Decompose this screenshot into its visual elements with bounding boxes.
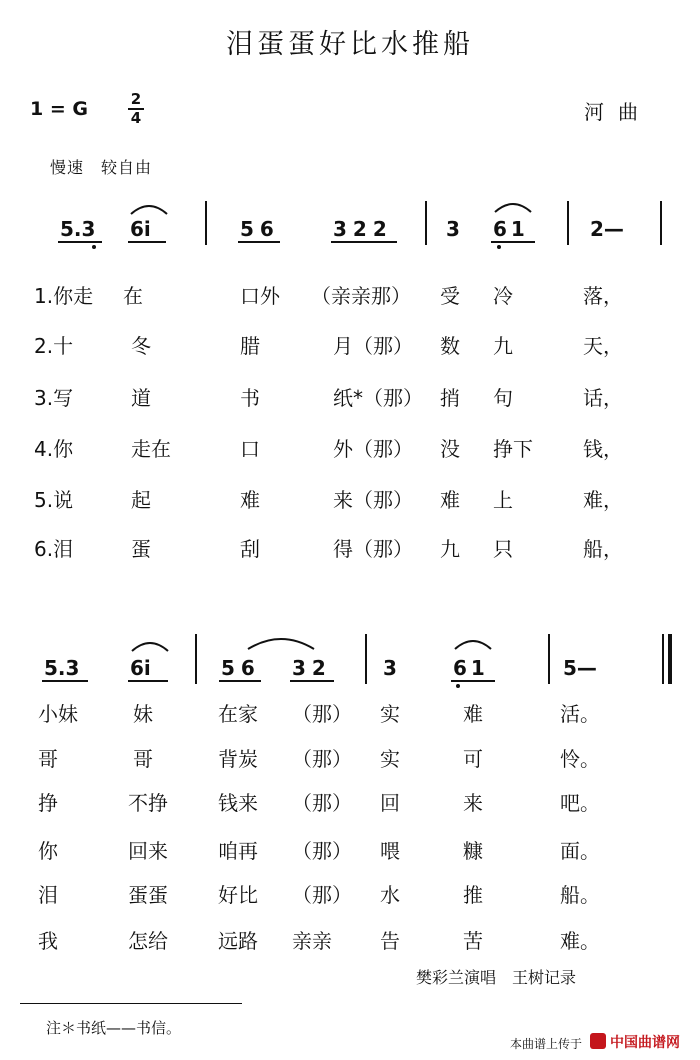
note-group: 32 xyxy=(292,656,332,680)
lyric: 不挣 xyxy=(128,791,168,815)
song-origin: 河曲 xyxy=(584,100,652,124)
lyric: 喂 xyxy=(380,839,400,863)
note-group: 322 xyxy=(333,217,393,241)
slur xyxy=(129,637,171,653)
footnote: 注＊书纸——书信。 xyxy=(46,1019,182,1037)
lyric: 难 xyxy=(440,488,460,512)
lyric: （那） xyxy=(292,883,352,907)
lyric: （那） xyxy=(292,839,352,863)
lyric: 刮 xyxy=(240,537,260,561)
lyric: 口外 xyxy=(240,284,280,308)
lyric: 外（那） xyxy=(333,437,413,461)
lyric: 月（那） xyxy=(333,334,413,358)
lyric: 告 xyxy=(380,929,400,953)
lyric: 回 xyxy=(380,791,400,815)
bar-line xyxy=(567,201,569,245)
lyric: 来（那） xyxy=(333,488,413,512)
lyric: 上 xyxy=(493,488,513,512)
logo-text: 中国曲谱网 xyxy=(610,1035,680,1051)
octave-dot xyxy=(92,245,96,249)
lyric: （那） xyxy=(292,791,352,815)
lyric: 推 xyxy=(463,883,483,907)
lyric: 妹 xyxy=(133,702,153,726)
lyric: 3.写 xyxy=(34,386,74,410)
lyric: 在 xyxy=(123,284,143,308)
lyric: 可 xyxy=(463,747,483,771)
octave-dot xyxy=(456,684,460,688)
lyric: 背炭 xyxy=(218,747,258,771)
lyric: 蛋 xyxy=(131,537,151,561)
lyric: 挣下 xyxy=(493,437,533,461)
lyric: 起 xyxy=(131,488,151,512)
lyric: 在家 xyxy=(218,702,258,726)
note-group: 2— xyxy=(590,217,624,241)
bar-line xyxy=(425,201,427,245)
bar-line xyxy=(205,201,207,245)
lyric: 天， xyxy=(583,334,623,358)
lyric: 小妹 xyxy=(38,702,78,726)
lyric: 船， xyxy=(583,537,623,561)
lyric: 实 xyxy=(380,747,400,771)
lyric: （那） xyxy=(292,747,352,771)
lyric: 5.说 xyxy=(34,488,74,512)
bar-line xyxy=(195,634,197,684)
lyric: 蛋蛋 xyxy=(128,883,168,907)
underline xyxy=(128,241,166,243)
lyric: 活。 xyxy=(560,702,600,726)
lyric: （那） xyxy=(292,702,352,726)
lyric: 哥 xyxy=(38,747,58,771)
lyric: 亲亲 xyxy=(292,929,332,953)
lyric: 九 xyxy=(493,334,513,358)
lyric: 1.你走 xyxy=(34,284,94,308)
lyric: 句 xyxy=(493,386,513,410)
note-group: 61 xyxy=(453,656,489,680)
underline xyxy=(491,241,535,243)
note-group: 6i xyxy=(130,656,151,680)
lyric: 2.十 xyxy=(34,334,74,358)
note-group: 61 xyxy=(493,217,529,241)
bar-line xyxy=(365,634,367,684)
lyric: 实 xyxy=(380,702,400,726)
lyric: 你 xyxy=(38,839,58,863)
underline xyxy=(331,241,397,243)
bar-line xyxy=(660,201,662,245)
slur xyxy=(492,198,534,214)
lyric: 难。 xyxy=(560,929,600,953)
note-group: 3 xyxy=(446,217,460,241)
lyric: 哥 xyxy=(133,747,153,771)
lyric: 数 xyxy=(440,334,460,358)
slur xyxy=(128,200,170,216)
tempo-marking: 慢速 较自由 xyxy=(50,158,153,177)
note-group: 3 xyxy=(383,656,397,680)
note-group: 6i xyxy=(130,217,151,241)
lyric: 4.你 xyxy=(34,437,74,461)
note-group: 5.3 xyxy=(44,656,80,680)
lyric: 远路 xyxy=(218,929,258,953)
lyric: 腊 xyxy=(240,334,260,358)
underline xyxy=(42,680,88,682)
underline xyxy=(128,680,168,682)
slur xyxy=(452,635,494,651)
lyric: 糠 xyxy=(463,839,483,863)
lyric: 泪 xyxy=(38,883,58,907)
lyric: 我 xyxy=(38,929,58,953)
lyric: 九 xyxy=(440,537,460,561)
lyric: 吧。 xyxy=(560,791,600,815)
lyric: 只 xyxy=(493,537,513,561)
lyric: 难， xyxy=(583,488,623,512)
lyric: 钱来 xyxy=(218,791,258,815)
lyric: 话， xyxy=(583,386,623,410)
lyric: 好比 xyxy=(218,883,258,907)
lyric: 来 xyxy=(463,791,483,815)
bar-line xyxy=(662,634,664,684)
lyric: 捎 xyxy=(440,386,460,410)
underline xyxy=(238,241,280,243)
lyric: 落， xyxy=(583,284,623,308)
time-sig-top: 2 xyxy=(130,90,142,108)
site-logo[interactable] xyxy=(590,1031,690,1051)
lyric: 难 xyxy=(240,488,260,512)
underline xyxy=(290,680,334,682)
lyric: 得（那） xyxy=(333,537,413,561)
lyric: 回来 xyxy=(128,839,168,863)
key-signature: 1 = G xyxy=(30,98,88,120)
lyric: 受 xyxy=(440,284,460,308)
lyric: 6.泪 xyxy=(34,537,74,561)
footnote-divider xyxy=(20,1003,242,1004)
lyric: 怎给 xyxy=(128,929,168,953)
underline xyxy=(451,680,495,682)
lyric: 面。 xyxy=(560,839,600,863)
final-bar-line xyxy=(668,634,672,684)
lyric: 道 xyxy=(131,386,151,410)
bar-line xyxy=(548,634,550,684)
lyric: 书 xyxy=(240,386,260,410)
time-signature xyxy=(128,92,144,126)
lyric: 咱再 xyxy=(218,839,258,863)
note-group: 56 xyxy=(240,217,280,241)
upload-note: 本曲谱上传于 xyxy=(510,1037,583,1051)
underline xyxy=(58,241,102,243)
lyric: 冬 xyxy=(131,334,151,358)
note-group: 5— xyxy=(563,656,597,680)
performer-credit: 樊彩兰演唱 王树记录 xyxy=(416,968,577,987)
lyric: 怜。 xyxy=(560,747,600,771)
octave-dot xyxy=(497,245,501,249)
note-group: 5.3 xyxy=(60,217,96,241)
lyric: 走在 xyxy=(131,437,171,461)
lyric: （亲亲那） xyxy=(311,284,411,308)
song-title: 泪蛋蛋好比水推船 xyxy=(226,29,474,60)
note-group: 56 xyxy=(221,656,261,680)
time-sig-bottom: 4 xyxy=(130,109,142,127)
lyric: 纸*（那） xyxy=(333,386,423,410)
slur xyxy=(245,633,317,651)
lyric: 苦 xyxy=(463,929,483,953)
lyric: 挣 xyxy=(38,791,58,815)
lyric: 口 xyxy=(240,437,260,461)
logo-icon xyxy=(590,1033,606,1049)
lyric: 没 xyxy=(440,437,460,461)
lyric: 船。 xyxy=(560,883,600,907)
lyric: 水 xyxy=(380,883,400,907)
underline xyxy=(219,680,261,682)
lyric: 钱， xyxy=(583,437,623,461)
lyric: 冷 xyxy=(493,284,513,308)
lyric: 难 xyxy=(463,702,483,726)
